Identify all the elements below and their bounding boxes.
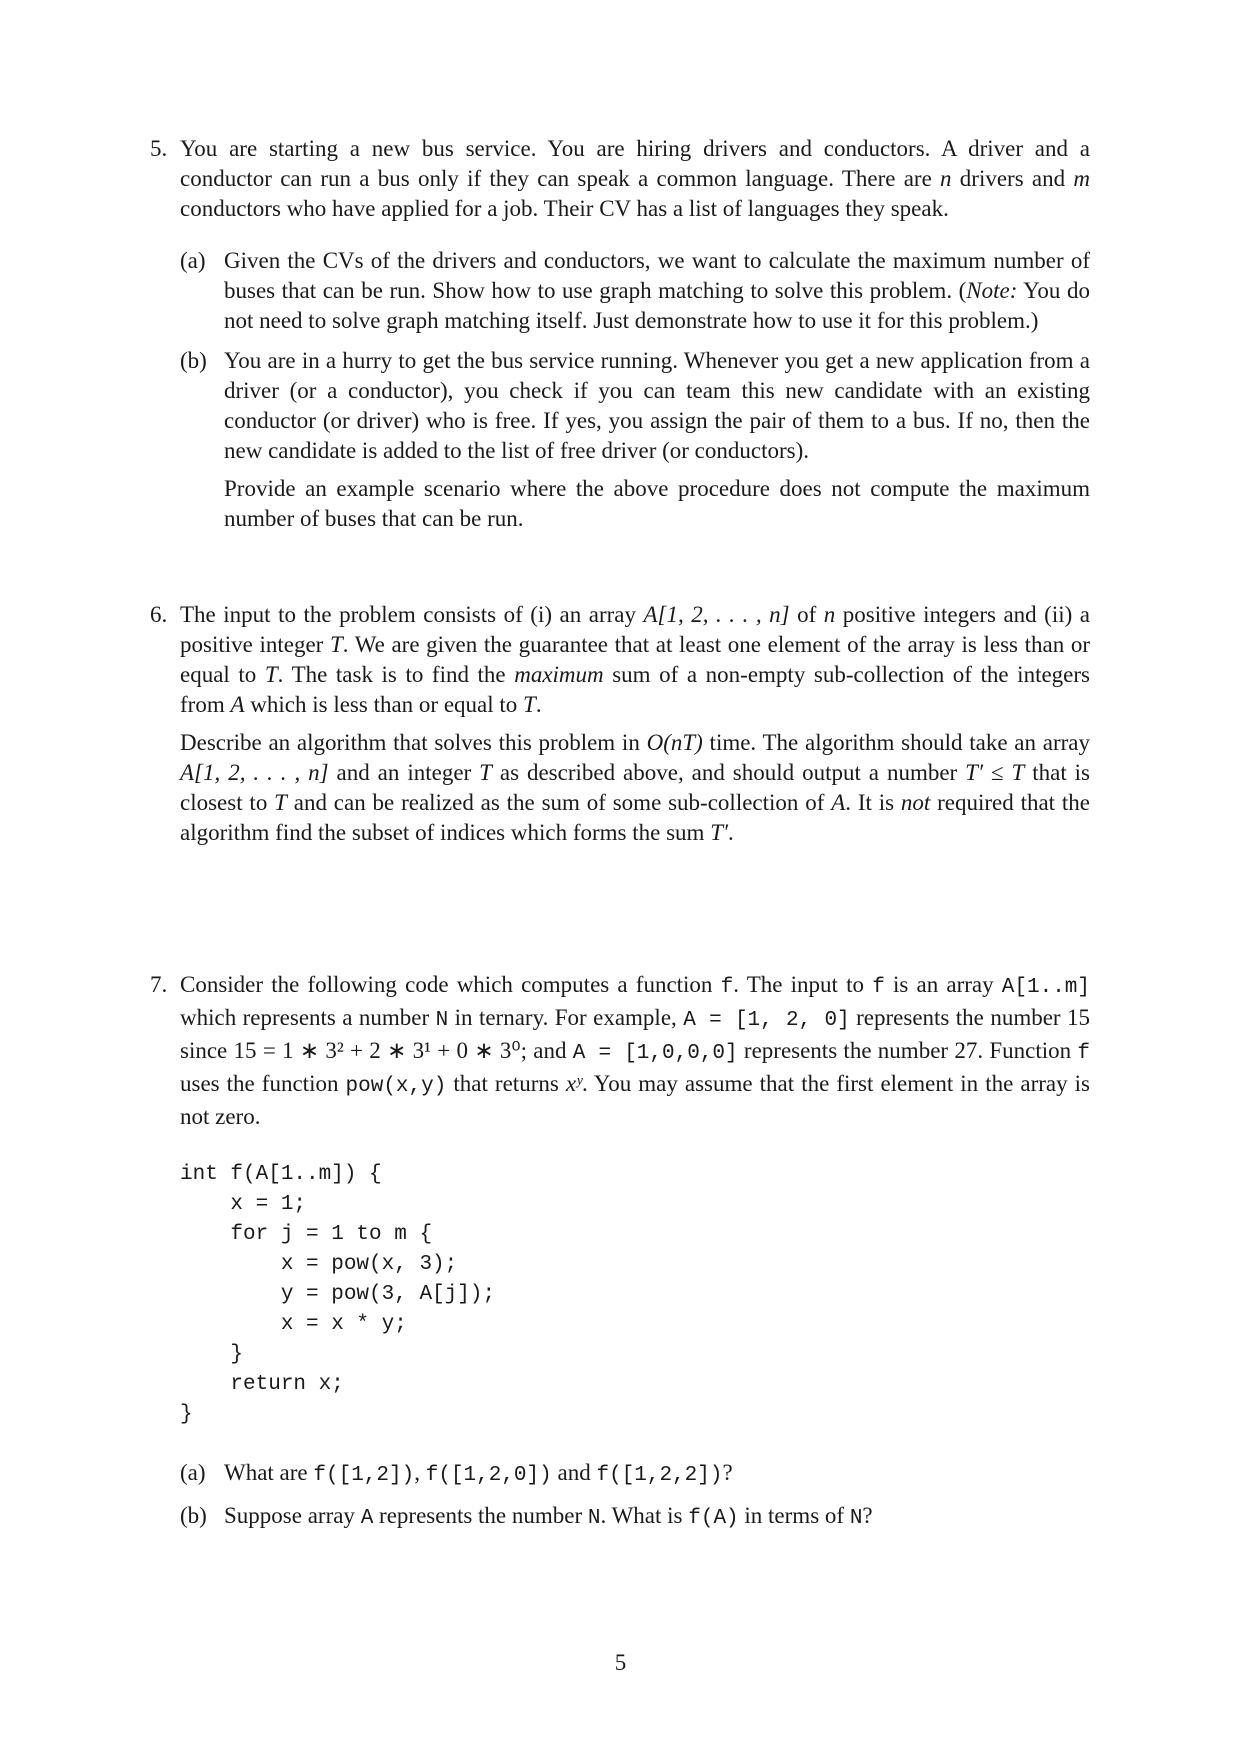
- part-label: (a): [180, 248, 206, 273]
- part-label: (b): [180, 1503, 207, 1528]
- problem-number: 6.: [150, 602, 168, 627]
- page-number: 5: [614, 1650, 627, 1675]
- problem-6-task: Describe an algorithm that solves this problem in O(nT) time. The algorithm should take an array A[1, 2, . . . , n] and an integer T as described above, and should output a number T′ ≤ T that is closest to T and can be realized as the sum of some sub-collection of A. It is not required that the algorithm find the subset of indices which forms the sum T′.: [180, 730, 1090, 845]
- problem-5-part-a: (a) Given the CVs of the drivers and conductors, we want to calculate the maximum number of buses that can be run. Show how to use graph matching to solve this problem. (Note: You do not need to solve graph matching itself. Just demonstrate how to use it for this problem.): [180, 248, 1090, 333]
- code-line: for j = 1 to m {: [180, 1223, 433, 1246]
- code-line: x = pow(x, 3);: [180, 1253, 458, 1276]
- code-line: x = 1;: [180, 1193, 307, 1216]
- code-line: }: [180, 1343, 244, 1366]
- problem-5-intro: You are starting a new bus service. You are hiring drivers and conductors. A driver and a conductor can run a bus only if they can speak a common language. There are n drivers and m conductors who have applied for a job. Their CV has a list of languages they speak.: [180, 136, 1091, 221]
- problem-5: [150, 134, 1090, 534]
- code-line: y = pow(3, A[j]);: [180, 1283, 496, 1306]
- problem-7: [150, 970, 1090, 1534]
- problem-number: 5.: [150, 136, 168, 161]
- code-line: int f(A[1..m]) {: [180, 1163, 382, 1186]
- code-line: return x;: [180, 1373, 344, 1396]
- problem-7-intro: Consider the following code which computes a function f. The input to f is an array A[1..m] which represents a number N in ternary. For example, A = [1, 2, 0] represents the number 15 since 15 = 1 ∗ 3² + 2 ∗ 3¹ + 0 ∗ 3⁰; and A = [1,0,0,0] represents the number 27. Function f uses the function pow(x,y) that returns xʸ. You may assume that the first element in the array is not zero.: [180, 972, 1091, 1129]
- problem-7-part-b: (b) Suppose array A represents the number N. What is f(A) in terms of N?: [180, 1503, 873, 1530]
- problem-7-part-a: (a) What are f([1,2]), f([1,2,0]) and f([1,2,2])?: [180, 1460, 733, 1487]
- code-block: [180, 1160, 1090, 1430]
- code-line: }: [180, 1403, 193, 1426]
- problem-6-statement: The input to the problem consists of (i) an array A[1, 2, . . . , n] of n positive integers and (ii) a positive integer T. We are given the guarantee that at least one element of the array is less than or equal to T. The task is to find the maximum sum of a non-empty sub-collection of the integers from A which is less than or equal to T.: [180, 602, 1091, 717]
- code-line: x = x * y;: [180, 1313, 407, 1336]
- part-label: (a): [180, 1460, 206, 1485]
- problem-6: [150, 600, 1090, 848]
- problem-number: 7.: [150, 972, 168, 997]
- part-label: (b): [180, 348, 207, 373]
- problem-5-part-b: (b) You are in a hurry to get the bus service running. Whenever you get a new application from a driver (or a conductor), you check if you can team this new candidate with an existing conductor (or driver) who is free. If yes, you assign the pair of them to a bus. If no, then the new candidate is added to the list of free driver (or conductors). Provide an example scenario where the above procedure does not compute the maximum number of buses that can be run.: [180, 348, 1090, 531]
